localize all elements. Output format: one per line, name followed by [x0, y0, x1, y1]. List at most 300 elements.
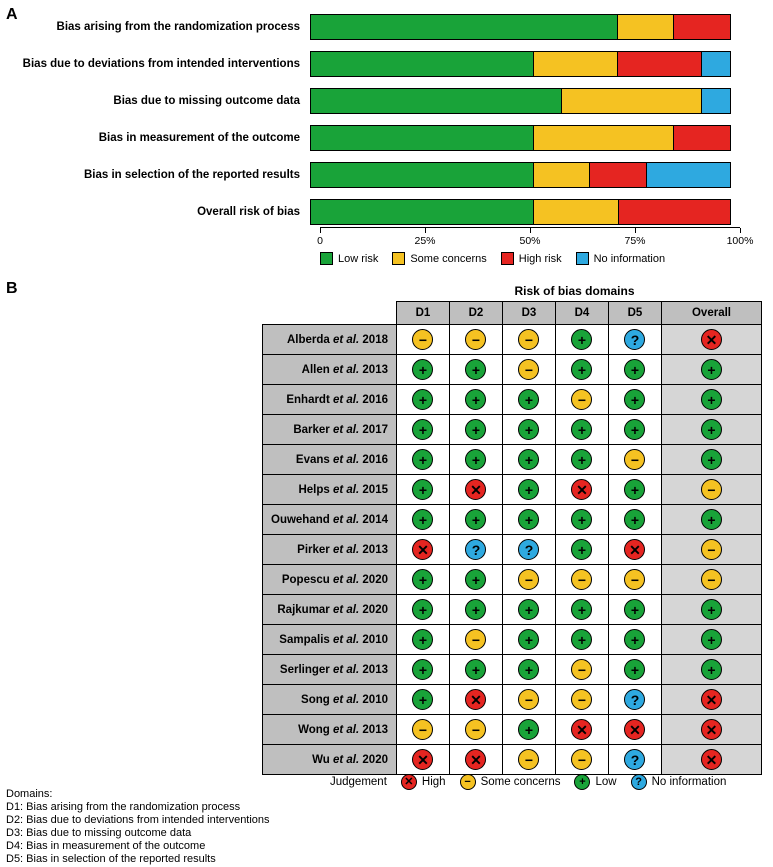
- judgement-circle-h: ✕: [701, 749, 722, 770]
- judgement-circle-sc: −: [701, 569, 722, 590]
- judgement-circle-sc: −: [571, 689, 592, 710]
- study-et-al: et al.: [332, 633, 360, 646]
- x-axis-tick: [635, 228, 636, 233]
- judgement-cell: [661, 655, 761, 685]
- judgement-cell: [555, 355, 608, 385]
- legend-label: No information: [593, 252, 666, 265]
- judgement-cell: [449, 475, 502, 505]
- judgement-cell: [396, 475, 449, 505]
- judgement-circle-l: +: [701, 419, 722, 440]
- judgement-circle-ni: ?: [631, 774, 647, 790]
- table-row: [263, 595, 762, 625]
- bar-row: [0, 88, 731, 114]
- bar-segment: [561, 89, 701, 113]
- judgement-cell: [396, 325, 449, 355]
- rob-column-header: D5: [608, 302, 661, 325]
- study-label: [263, 655, 397, 685]
- rob-table-title: Risk of bias domains: [514, 284, 635, 298]
- bar-segment: [533, 163, 589, 187]
- study-et-al: et al.: [332, 573, 360, 586]
- rob-legend-item: [460, 774, 561, 790]
- study-year: 2010: [359, 633, 388, 646]
- judgement-circle-sc: −: [460, 774, 476, 790]
- table-row: [263, 385, 762, 415]
- x-axis-tick-label: 25%: [414, 235, 436, 247]
- bar-segment: [311, 52, 533, 76]
- study-author: Song: [301, 693, 333, 706]
- study-label: [263, 535, 397, 565]
- judgement-circle-l: +: [574, 774, 590, 790]
- judgement-circle-l: +: [624, 479, 645, 500]
- judgement-cell: [661, 445, 761, 475]
- table-row: [263, 355, 762, 385]
- bar-segment: [533, 200, 617, 224]
- judgement-circle-l: +: [624, 599, 645, 620]
- judgement-circle-l: +: [465, 449, 486, 470]
- study-year: 2014: [359, 513, 388, 526]
- judgement-cell: [608, 535, 661, 565]
- judgement-cell: [502, 625, 555, 655]
- judgement-cell: [396, 685, 449, 715]
- judgement-circle-l: +: [624, 389, 645, 410]
- rob-column-header: D3: [502, 302, 555, 325]
- judgement-circle-sc: −: [518, 569, 539, 590]
- domains-note-title: Domains:: [6, 788, 53, 800]
- table-row: [263, 745, 762, 775]
- study-author: Wu: [312, 753, 333, 766]
- stacked-bar: [310, 199, 731, 225]
- judgement-cell: [608, 475, 661, 505]
- judgement-circle-ni: ?: [624, 689, 645, 710]
- judgement-cell: [608, 715, 661, 745]
- legend-swatch: [392, 252, 405, 265]
- bar-row: [0, 14, 731, 40]
- judgement-circle-l: +: [518, 719, 539, 740]
- judgement-cell: [502, 655, 555, 685]
- study-year: 2013: [359, 543, 388, 556]
- judgement-cell: [396, 505, 449, 535]
- judgement-cell: [449, 715, 502, 745]
- study-label: [263, 325, 397, 355]
- legend-swatch: [320, 252, 333, 265]
- judgement-circle-sc: −: [701, 539, 722, 560]
- legend-item: [392, 252, 486, 265]
- judgement-circle-l: +: [518, 419, 539, 440]
- study-author: Evans: [295, 453, 333, 466]
- rob-table: [262, 301, 762, 775]
- study-et-al: et al.: [332, 753, 360, 766]
- judgement-cell: [449, 445, 502, 475]
- domains-note: [6, 788, 270, 866]
- judgement-cell: [555, 625, 608, 655]
- judgement-cell: [661, 475, 761, 505]
- judgement-cell: [608, 745, 661, 775]
- judgement-circle-l: +: [412, 689, 433, 710]
- judgement-circle-l: +: [624, 509, 645, 530]
- rob-column-header: Overall: [661, 302, 761, 325]
- rob-header-row: [263, 302, 762, 325]
- table-row: [263, 685, 762, 715]
- bar-chart-rows: [0, 14, 731, 236]
- judgement-cell: [555, 505, 608, 535]
- table-row: [263, 565, 762, 595]
- table-row: [263, 325, 762, 355]
- legend-label: Low risk: [338, 252, 379, 265]
- study-label: [263, 625, 397, 655]
- study-year: 2018: [359, 333, 388, 346]
- judgement-cell: [661, 715, 761, 745]
- judgement-cell: [396, 445, 449, 475]
- study-author: Alberda: [286, 333, 333, 346]
- judgement-circle-h: ✕: [624, 539, 645, 560]
- judgement-circle-l: +: [571, 359, 592, 380]
- judgement-circle-l: +: [571, 329, 592, 350]
- bar-segment: [311, 163, 533, 187]
- x-axis-tick-label: 50%: [519, 235, 541, 247]
- bar-category-label: Bias due to deviations from intended interventions: [22, 57, 300, 70]
- rob-table-corner: [263, 302, 397, 325]
- judgement-circle-sc: −: [412, 719, 433, 740]
- judgement-cell: [396, 625, 449, 655]
- bar-category-label: Bias due to missing outcome data: [113, 94, 300, 107]
- judgement-circle-l: +: [518, 659, 539, 680]
- judgement-cell: [502, 415, 555, 445]
- bar-segment: [311, 89, 561, 113]
- bar-segment: [646, 163, 730, 187]
- judgement-circle-l: +: [701, 359, 722, 380]
- judgement-circle-h: ✕: [412, 749, 433, 770]
- judgement-cell: [555, 475, 608, 505]
- study-author: Pirker: [297, 543, 333, 556]
- bar-segment: [311, 200, 533, 224]
- study-et-al: et al.: [332, 363, 360, 376]
- study-year: 2020: [359, 603, 388, 616]
- table-row: [263, 535, 762, 565]
- study-author: Popescu: [281, 573, 333, 586]
- bar-segment: [673, 126, 730, 150]
- judgement-circle-l: +: [571, 419, 592, 440]
- stacked-bar: [310, 14, 731, 40]
- bar-category-label: Bias in measurement of the outcome: [98, 131, 300, 144]
- judgement-circle-l: +: [624, 419, 645, 440]
- judgement-cell: [661, 385, 761, 415]
- study-author: Ouwehand: [271, 513, 333, 526]
- judgement-circle-l: +: [518, 449, 539, 470]
- x-axis-tick: [740, 228, 741, 233]
- judgement-circle-l: +: [465, 359, 486, 380]
- study-author: Helps: [298, 483, 333, 496]
- study-label: [263, 505, 397, 535]
- legend-item: [320, 252, 378, 265]
- judgement-circle-l: +: [412, 509, 433, 530]
- judgement-circle-h: ✕: [465, 479, 486, 500]
- judgement-circle-sc: −: [571, 389, 592, 410]
- judgement-circle-l: +: [701, 599, 722, 620]
- study-et-al: et al.: [332, 543, 360, 556]
- judgement-cell: [449, 655, 502, 685]
- judgement-circle-ni: ?: [465, 539, 486, 560]
- bar-segment: [589, 163, 646, 187]
- judgement-cell: [608, 655, 661, 685]
- study-author: Enhardt: [286, 393, 333, 406]
- bar-segment: [617, 52, 701, 76]
- judgement-cell: [502, 325, 555, 355]
- study-year: 2013: [359, 363, 388, 376]
- judgement-cell: [502, 505, 555, 535]
- study-year: 2020: [359, 753, 388, 766]
- study-year: 2016: [359, 453, 388, 466]
- judgement-cell: [396, 715, 449, 745]
- x-axis-tick-label: 0: [317, 235, 323, 247]
- rob-legend: [330, 774, 726, 790]
- judgement-circle-l: +: [412, 629, 433, 650]
- rob-legend-item: [631, 774, 727, 790]
- judgement-circle-l: +: [518, 599, 539, 620]
- judgement-circle-h: ✕: [701, 689, 722, 710]
- bar-segment: [673, 15, 730, 39]
- judgement-circle-sc: −: [571, 569, 592, 590]
- study-author: Allen: [301, 363, 333, 376]
- judgement-circle-l: +: [624, 659, 645, 680]
- study-author: Wong: [298, 723, 333, 736]
- judgement-cell: [449, 745, 502, 775]
- study-year: 2013: [359, 663, 388, 676]
- judgement-cell: [608, 415, 661, 445]
- x-axis: [317, 227, 754, 251]
- judgement-circle-sc: −: [465, 629, 486, 650]
- study-et-al: et al.: [332, 333, 360, 346]
- judgement-circle-l: +: [412, 359, 433, 380]
- judgement-cell: [502, 745, 555, 775]
- judgement-circle-sc: −: [465, 329, 486, 350]
- judgement-circle-sc: −: [624, 449, 645, 470]
- judgement-cell: [555, 655, 608, 685]
- domains-note-lines: [6, 801, 270, 866]
- x-axis-tick: [530, 228, 531, 233]
- judgement-circle-l: +: [518, 479, 539, 500]
- judgement-circle-h: ✕: [624, 719, 645, 740]
- judgement-circle-h: ✕: [701, 329, 722, 350]
- judgement-cell: [661, 745, 761, 775]
- bar-segment: [311, 126, 533, 150]
- judgement-cell: [661, 685, 761, 715]
- study-year: 2015: [359, 483, 388, 496]
- legend-item: [576, 252, 666, 265]
- legend-item: [501, 252, 562, 265]
- stacked-bar: [310, 125, 731, 151]
- study-label: [263, 355, 397, 385]
- stacked-bar: [310, 88, 731, 114]
- judgement-circle-sc: −: [465, 719, 486, 740]
- rob-column-header: D4: [555, 302, 608, 325]
- study-year: 2010: [359, 693, 388, 706]
- judgement-cell: [449, 595, 502, 625]
- table-row: [263, 505, 762, 535]
- judgement-cell: [449, 685, 502, 715]
- judgement-cell: [555, 325, 608, 355]
- study-author: Barker: [293, 423, 333, 436]
- judgement-cell: [502, 385, 555, 415]
- rob-legend-item: [401, 774, 446, 790]
- judgement-circle-l: +: [624, 629, 645, 650]
- judgement-circle-l: +: [701, 509, 722, 530]
- bar-segment: [617, 15, 673, 39]
- judgement-circle-h: ✕: [465, 749, 486, 770]
- study-author: Rajkumar: [277, 603, 333, 616]
- judgement-cell: [396, 385, 449, 415]
- bar-category-label: Bias in selection of the reported results: [84, 168, 300, 181]
- judgement-circle-l: +: [624, 359, 645, 380]
- study-label: [263, 415, 397, 445]
- judgement-cell: [608, 685, 661, 715]
- bar-category-label: Overall risk of bias: [197, 205, 300, 218]
- study-year: 2013: [359, 723, 388, 736]
- stacked-bar: [310, 51, 731, 77]
- judgement-circle-l: +: [465, 389, 486, 410]
- x-axis-tick-label: 75%: [624, 235, 646, 247]
- study-author: Serlinger: [279, 663, 333, 676]
- judgement-circle-l: +: [701, 629, 722, 650]
- rob-legend-label: No information: [651, 776, 727, 788]
- judgement-cell: [555, 535, 608, 565]
- judgement-circle-sc: −: [518, 359, 539, 380]
- study-et-al: et al.: [332, 693, 360, 706]
- judgement-circle-l: +: [412, 449, 433, 470]
- judgement-circle-l: +: [465, 659, 486, 680]
- judgement-circle-l: +: [571, 449, 592, 470]
- rob-legend-label: Some concerns: [480, 776, 561, 788]
- study-label: [263, 445, 397, 475]
- panel-b-label: B: [6, 280, 18, 297]
- judgement-cell: [555, 415, 608, 445]
- legend-label: Some concerns: [410, 252, 487, 265]
- judgement-circle-l: +: [412, 599, 433, 620]
- judgement-circle-l: +: [518, 389, 539, 410]
- bar-category-label: Bias arising from the randomization process: [56, 20, 300, 33]
- judgement-cell: [608, 565, 661, 595]
- panel-a-label: A: [6, 6, 18, 23]
- rob-table-body: [263, 325, 762, 775]
- bar-segment: [701, 89, 730, 113]
- judgement-circle-sc: −: [701, 479, 722, 500]
- judgement-cell: [502, 445, 555, 475]
- judgement-circle-l: +: [701, 389, 722, 410]
- judgement-cell: [396, 355, 449, 385]
- judgement-cell: [608, 325, 661, 355]
- study-et-al: et al.: [332, 513, 360, 526]
- judgement-cell: [449, 565, 502, 595]
- stacked-bar: [310, 162, 731, 188]
- bar-row: [0, 199, 731, 225]
- table-row: [263, 415, 762, 445]
- judgement-circle-l: +: [571, 509, 592, 530]
- study-author: Sampalis: [279, 633, 333, 646]
- judgement-cell: [396, 535, 449, 565]
- domain-definition: D1: Bias arising from the randomization process: [6, 801, 241, 813]
- judgement-circle-l: +: [518, 629, 539, 650]
- rob-legend-title: Judgement: [330, 776, 387, 788]
- judgement-cell: [396, 415, 449, 445]
- study-et-al: et al.: [332, 723, 360, 736]
- judgement-circle-h: ✕: [571, 719, 592, 740]
- judgement-cell: [661, 355, 761, 385]
- judgement-cell: [449, 505, 502, 535]
- judgement-cell: [396, 745, 449, 775]
- judgement-circle-l: +: [701, 659, 722, 680]
- bar-segment: [533, 126, 673, 150]
- judgement-cell: [661, 565, 761, 595]
- study-label: [263, 565, 397, 595]
- judgement-cell: [608, 445, 661, 475]
- study-et-al: et al.: [332, 483, 360, 496]
- rob-table-head: [263, 302, 762, 325]
- x-axis-tick-label: 100%: [726, 235, 754, 247]
- judgement-circle-l: +: [412, 389, 433, 410]
- study-et-al: et al.: [332, 663, 360, 676]
- judgement-circle-ni: ?: [624, 329, 645, 350]
- judgement-cell: [502, 595, 555, 625]
- judgement-circle-l: +: [571, 539, 592, 560]
- judgement-circle-ni: ?: [518, 539, 539, 560]
- bar-row: [0, 162, 731, 188]
- bar-row: [0, 125, 731, 151]
- judgement-cell: [661, 505, 761, 535]
- judgement-circle-l: +: [571, 629, 592, 650]
- judgement-cell: [502, 535, 555, 565]
- table-row: [263, 715, 762, 745]
- judgement-cell: [396, 595, 449, 625]
- judgement-cell: [502, 565, 555, 595]
- judgement-circle-l: +: [465, 509, 486, 530]
- domain-definition: D5: Bias in selection of the reported results: [6, 853, 216, 865]
- judgement-cell: [555, 685, 608, 715]
- judgement-circle-ni: ?: [624, 749, 645, 770]
- judgement-cell: [661, 325, 761, 355]
- study-label: [263, 385, 397, 415]
- judgement-circle-l: +: [571, 599, 592, 620]
- judgement-cell: [608, 355, 661, 385]
- judgement-cell: [555, 595, 608, 625]
- judgement-cell: [661, 535, 761, 565]
- rob-column-header: D1: [396, 302, 449, 325]
- study-year: 2017: [359, 423, 388, 436]
- judgement-circle-sc: −: [624, 569, 645, 590]
- study-label: [263, 715, 397, 745]
- judgement-circle-l: +: [701, 449, 722, 470]
- judgement-circle-sc: −: [518, 329, 539, 350]
- judgement-cell: [449, 415, 502, 445]
- judgement-circle-l: +: [412, 659, 433, 680]
- bar-segment: [311, 15, 617, 39]
- study-label: [263, 685, 397, 715]
- study-label: [263, 475, 397, 505]
- table-row: [263, 625, 762, 655]
- judgement-cell: [608, 505, 661, 535]
- judgement-circle-l: +: [412, 419, 433, 440]
- judgement-circle-h: ✕: [701, 719, 722, 740]
- judgement-cell: [449, 625, 502, 655]
- judgement-circle-sc: −: [571, 659, 592, 680]
- x-axis-tick: [320, 228, 321, 233]
- judgement-circle-sc: −: [571, 749, 592, 770]
- legend-swatch: [576, 252, 589, 265]
- bar-row: [0, 51, 731, 77]
- judgement-cell: [608, 625, 661, 655]
- study-et-al: et al.: [332, 603, 360, 616]
- judgement-circle-l: +: [412, 569, 433, 590]
- judgement-cell: [555, 715, 608, 745]
- judgement-circle-l: +: [518, 509, 539, 530]
